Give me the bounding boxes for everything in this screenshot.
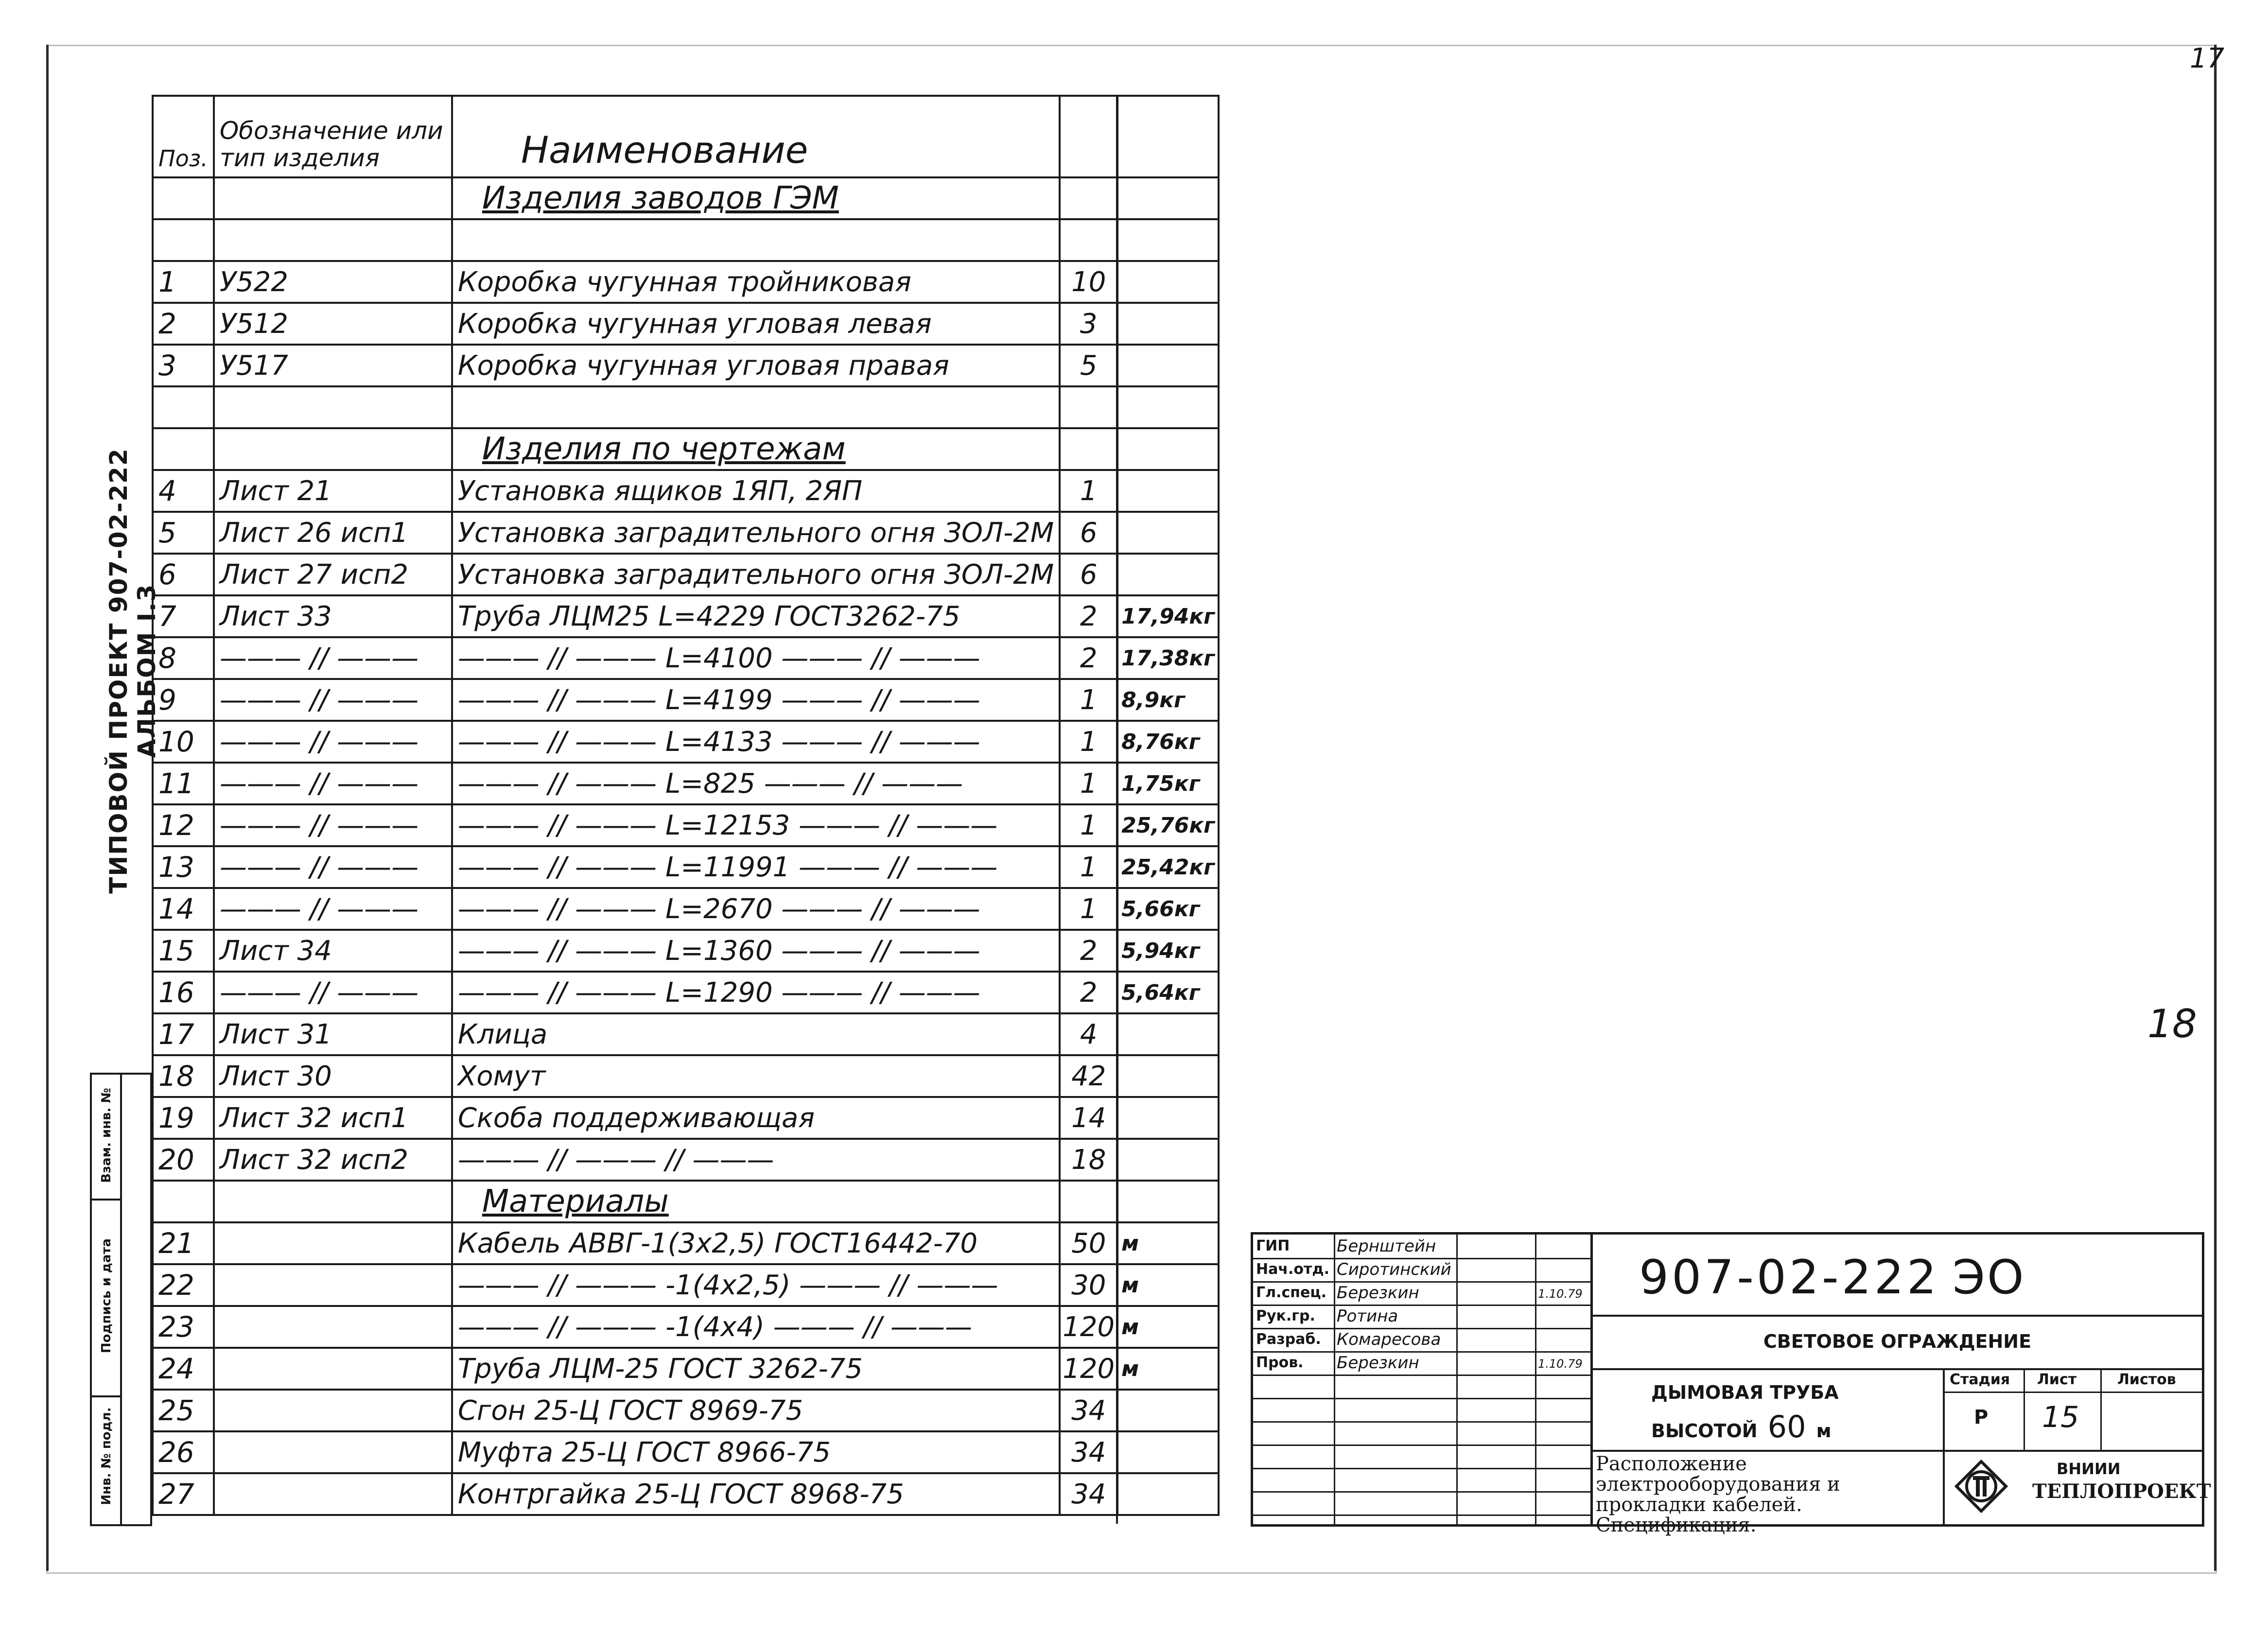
spec-pos-cell: 20 — [153, 1139, 214, 1181]
spec-qty-cell: 2 — [1060, 637, 1117, 679]
spec-qty-cell: 2 — [1060, 595, 1117, 637]
side-stamp-replace: Взам. инв. № — [99, 1088, 114, 1183]
spec-note-cell: 25,76кг — [1117, 804, 1219, 846]
spec-qty-cell: 4 — [1060, 1013, 1117, 1055]
spec-item-row — [153, 303, 1219, 345]
spec-note-cell — [1117, 1139, 1219, 1181]
spec-pos-cell: 25 — [153, 1390, 214, 1431]
header-note — [1117, 96, 1219, 177]
corner-page-number: 17 — [2190, 43, 2225, 74]
spec-mark-cell: Лист 33 — [214, 595, 452, 637]
spec-qty-cell: 30 — [1060, 1264, 1117, 1306]
spec-empty-cell — [1060, 386, 1117, 428]
spec-pos-cell: 8 — [153, 637, 214, 679]
object-line1: ДЫМОВАЯ ТРУБА — [1651, 1382, 1839, 1403]
spec-mark-cell — [214, 1473, 452, 1515]
spec-mark-cell: Лист 21 — [214, 470, 452, 512]
spec-note-cell — [1117, 177, 1219, 219]
side-stamp-signature: Подпись и дата — [99, 1238, 114, 1354]
spec-pos-cell: 9 — [153, 679, 214, 721]
stamp-signature-row — [1253, 1351, 1590, 1376]
sheet-divider — [1116, 95, 1118, 1524]
spec-qty-cell — [1060, 1181, 1117, 1222]
spec-name-cell: Муфта 25-Ц ГОСТ 8966-75 — [452, 1431, 1060, 1473]
spec-body — [153, 177, 1219, 1515]
spec-item-row — [153, 930, 1219, 972]
org-line1: ВНИИИ — [2057, 1460, 2121, 1478]
spec-note-cell — [1117, 303, 1219, 345]
spec-pos-cell: 24 — [153, 1348, 214, 1390]
spec-qty-cell: 1 — [1060, 721, 1117, 763]
spec-qty-cell: 1 — [1060, 679, 1117, 721]
spec-pos-cell: 18 — [153, 1055, 214, 1097]
spec-mark-cell: Лист 32 исп1 — [214, 1097, 452, 1139]
title-block — [1251, 1232, 2211, 1536]
spec-empty-cell — [214, 219, 452, 261]
spec-note-cell: 5,94кг — [1117, 930, 1219, 972]
spec-name-cell: Контргайка 25-Ц ГОСТ 8968-75 — [452, 1473, 1060, 1515]
spec-name-cell: ——— // ——— // ——— — [452, 1139, 1060, 1181]
spec-qty-cell: 18 — [1060, 1139, 1117, 1181]
spec-item-row — [153, 721, 1219, 763]
spec-name-cell: ——— // ——— -1(4x2,5) ——— // ——— — [452, 1264, 1060, 1306]
organization-logo-icon — [1954, 1460, 2008, 1513]
spec-pos-cell: 14 — [153, 888, 214, 930]
spec-header-row — [153, 96, 1219, 177]
spec-pos-cell: 3 — [153, 345, 214, 386]
spec-item-row — [153, 595, 1219, 637]
stamp-role: Гл.спец. — [1256, 1284, 1326, 1301]
spec-item-row — [153, 1431, 1219, 1473]
stamp-section-cell — [1593, 1315, 2202, 1370]
spec-qty-cell: 2 — [1060, 972, 1117, 1013]
spec-name-cell: Коробка чугунная угловая левая — [452, 303, 1060, 345]
stamp-role: Рук.гр. — [1256, 1307, 1315, 1324]
side-stamp — [90, 1073, 152, 1526]
stamp-date: 1.10.79 — [1538, 1287, 1583, 1301]
spec-note-cell — [1117, 1431, 1219, 1473]
stamp-empty-row — [1253, 1445, 1590, 1469]
spec-name-cell: ——— // ——— L=1360 ——— // ——— — [452, 930, 1060, 972]
spec-mark-cell: ——— // ——— — [214, 637, 452, 679]
spec-qty-cell: 42 — [1060, 1055, 1117, 1097]
spec-qty-cell: 34 — [1060, 1390, 1117, 1431]
spec-mark-cell — [214, 1390, 452, 1431]
spec-item-row — [153, 763, 1219, 804]
spec-pos-cell — [153, 177, 214, 219]
spec-mark-cell: ——— // ——— — [214, 804, 452, 846]
spec-mark-cell — [214, 1222, 452, 1264]
spec-section-title: Изделия по чертежам — [452, 428, 1060, 470]
stamp-empty-row — [1253, 1468, 1590, 1493]
side-stamp-inv: Инв. № подл. — [99, 1407, 114, 1505]
spec-name-cell: Клица — [452, 1013, 1060, 1055]
col-sheets-label: Листов — [2117, 1371, 2176, 1388]
spec-item-row — [153, 512, 1219, 554]
spec-name-cell: ——— // ——— L=4199 ——— // ——— — [452, 679, 1060, 721]
spec-blank-row — [153, 219, 1219, 261]
stamp-stage-cells — [1945, 1368, 2202, 1452]
stamp-person-name: Комаресова — [1337, 1330, 1441, 1349]
spec-name-cell: Установка заградительного огня ЗОЛ-2М — [452, 554, 1060, 595]
spec-item-row — [153, 1055, 1219, 1097]
spec-qty-cell — [1060, 177, 1117, 219]
spec-mark-cell: Лист 30 — [214, 1055, 452, 1097]
spec-section-row — [153, 428, 1219, 470]
spec-pos-cell: 5 — [153, 512, 214, 554]
spec-empty-cell — [153, 219, 214, 261]
spec-qty-cell: 1 — [1060, 846, 1117, 888]
spec-item-row — [153, 1264, 1219, 1306]
spec-item-row — [153, 888, 1219, 930]
spec-note-cell — [1117, 554, 1219, 595]
spec-pos-cell — [153, 1181, 214, 1222]
spec-mark-cell: ——— // ——— — [214, 763, 452, 804]
spec-note-cell: 17,38кг — [1117, 637, 1219, 679]
stamp-empty-row — [1253, 1398, 1590, 1423]
spec-pos-cell: 15 — [153, 930, 214, 972]
spec-mark-cell: У517 — [214, 345, 452, 386]
spec-mark-cell: Лист 26 исп1 — [214, 512, 452, 554]
spec-item-row — [153, 1473, 1219, 1515]
spec-mark-cell — [214, 1264, 452, 1306]
spec-name-cell: ——— // ——— -1(4x4) ——— // ——— — [452, 1306, 1060, 1348]
spec-mark-cell: Лист 31 — [214, 1013, 452, 1055]
spec-mark-cell: ——— // ——— — [214, 888, 452, 930]
spec-qty-cell: 3 — [1060, 303, 1117, 345]
left-frame-line — [46, 45, 49, 1571]
spec-pos-cell: 2 — [153, 303, 214, 345]
spec-pos-cell — [153, 428, 214, 470]
spec-qty-cell: 1 — [1060, 888, 1117, 930]
spec-mark-cell: ——— // ——— — [214, 679, 452, 721]
spec-pos-cell: 16 — [153, 972, 214, 1013]
spec-name-cell: Кабель АВВГ-1(3x2,5) ГОСТ16442-70 — [452, 1222, 1060, 1264]
section-title: СВЕТОВОЕ ОГРАЖДЕНИЕ — [1763, 1331, 2032, 1352]
spec-note-cell: м — [1117, 1222, 1219, 1264]
stamp-signature-row — [1253, 1235, 1590, 1259]
spec-item-row — [153, 345, 1219, 386]
spec-name-cell: ——— // ——— L=4133 ——— // ——— — [452, 721, 1060, 763]
spec-mark-cell: Лист 27 исп2 — [214, 554, 452, 595]
stamp-drawing-title-cell — [1593, 1450, 1945, 1536]
spec-mark-cell: ——— // ——— — [214, 721, 452, 763]
spec-item-row — [153, 1222, 1219, 1264]
spec-pos-cell: 6 — [153, 554, 214, 595]
spec-pos-cell: 13 — [153, 846, 214, 888]
stamp-person-name: Ротина — [1337, 1306, 1398, 1326]
stamp-org-cell — [1945, 1450, 2211, 1524]
stamp-role: Нач.отд. — [1256, 1261, 1329, 1278]
spec-pos-cell: 21 — [153, 1222, 214, 1264]
spec-mark-cell — [214, 177, 452, 219]
spec-qty-cell: 34 — [1060, 1473, 1117, 1515]
spec-item-row — [153, 637, 1219, 679]
specification-table — [152, 95, 1220, 1516]
spec-name-cell: Установка заградительного огня ЗОЛ-2М — [452, 512, 1060, 554]
spec-note-cell: 8,9кг — [1117, 679, 1219, 721]
spec-pos-cell: 10 — [153, 721, 214, 763]
col-sheet-label: Лист — [2037, 1371, 2077, 1388]
stamp-person-name: Бернштейн — [1337, 1236, 1436, 1256]
spec-mark-cell: ——— // ——— — [214, 846, 452, 888]
spec-item-row — [153, 1139, 1219, 1181]
spec-note-cell: 5,64кг — [1117, 972, 1219, 1013]
spec-qty-cell: 6 — [1060, 554, 1117, 595]
spec-name-cell: Труба ЛЦМ25 L=4229 ГОСТ3262-75 — [452, 595, 1060, 637]
stage-value: Р — [1974, 1406, 1989, 1428]
spec-mark-cell — [214, 1181, 452, 1222]
spec-note-cell: 17,94кг — [1117, 595, 1219, 637]
spec-qty-cell: 120 — [1060, 1348, 1117, 1390]
spec-item-row — [153, 1390, 1219, 1431]
spec-pos-cell: 23 — [153, 1306, 214, 1348]
spec-pos-cell: 27 — [153, 1473, 214, 1515]
spec-item-row — [153, 1013, 1219, 1055]
spec-qty-cell — [1060, 428, 1117, 470]
spec-name-cell: Труба ЛЦМ-25 ГОСТ 3262-75 — [452, 1348, 1060, 1390]
stamp-person-name: Сиротинский — [1337, 1260, 1451, 1279]
spec-qty-cell: 1 — [1060, 763, 1117, 804]
spec-name-cell: ——— // ——— L=12153 ——— // ——— — [452, 804, 1060, 846]
spec-qty-cell: 50 — [1060, 1222, 1117, 1264]
spec-name-cell: ——— // ——— L=825 ——— // ——— — [452, 763, 1060, 804]
object-line2: ВЫСОТОЙ 60 м — [1651, 1409, 1832, 1445]
spec-section-row — [153, 1181, 1219, 1222]
spec-mark-cell: У522 — [214, 261, 452, 303]
spec-note-cell: м — [1117, 1264, 1219, 1306]
spec-item-row — [153, 470, 1219, 512]
stamp-person-name: Березкин — [1337, 1283, 1419, 1303]
spec-empty-cell — [1117, 219, 1219, 261]
right-frame-line — [2214, 45, 2216, 1571]
spec-note-cell — [1117, 1390, 1219, 1431]
spec-mark-cell — [214, 1431, 452, 1473]
spec-note-cell — [1117, 261, 1219, 303]
stamp-signature-row — [1253, 1281, 1590, 1306]
spec-item-row — [153, 261, 1219, 303]
org-line2: ТЕПЛОПРОЕКТ — [2032, 1480, 2211, 1503]
spec-qty-cell: 5 — [1060, 345, 1117, 386]
spec-pos-cell: 12 — [153, 804, 214, 846]
stamp-signature-row — [1253, 1258, 1590, 1283]
spec-empty-cell — [452, 219, 1060, 261]
stamp-role: ГИП — [1256, 1237, 1290, 1254]
spec-note-cell — [1117, 1055, 1219, 1097]
spec-empty-cell — [452, 386, 1060, 428]
spec-qty-cell: 1 — [1060, 470, 1117, 512]
spec-item-row — [153, 679, 1219, 721]
spec-pos-cell: 1 — [153, 261, 214, 303]
spec-item-row — [153, 804, 1219, 846]
spec-section-row — [153, 177, 1219, 219]
spec-note-cell: 5,66кг — [1117, 888, 1219, 930]
spec-empty-cell — [153, 386, 214, 428]
spec-mark-cell — [214, 1348, 452, 1390]
spec-name-cell: Установка ящиков 1ЯП, 2ЯП — [452, 470, 1060, 512]
header-qty — [1060, 96, 1117, 177]
spec-name-cell: Коробка чугунная тройниковая — [452, 261, 1060, 303]
spec-pos-cell: 22 — [153, 1264, 214, 1306]
stamp-signature-row — [1253, 1305, 1590, 1329]
spec-qty-cell: 14 — [1060, 1097, 1117, 1139]
spec-note-cell: 1,75кг — [1117, 763, 1219, 804]
spec-mark-cell: Лист 32 исп2 — [214, 1139, 452, 1181]
spec-note-cell — [1117, 1181, 1219, 1222]
spec-note-cell — [1117, 512, 1219, 554]
spec-name-cell: Коробка чугунная угловая правая — [452, 345, 1060, 386]
spec-note-cell: м — [1117, 1306, 1219, 1348]
stamp-empty-row — [1253, 1421, 1590, 1446]
spec-name-cell: ——— // ——— L=2670 ——— // ——— — [452, 888, 1060, 930]
spec-qty-cell: 6 — [1060, 512, 1117, 554]
spec-empty-cell — [1060, 219, 1117, 261]
spec-name-cell: ——— // ——— L=4100 ——— // ——— — [452, 637, 1060, 679]
spec-note-cell — [1117, 345, 1219, 386]
stamp-role: Пров. — [1256, 1354, 1304, 1371]
spec-qty-cell: 10 — [1060, 261, 1117, 303]
spec-item-row — [153, 554, 1219, 595]
spec-note-cell: 8,76кг — [1117, 721, 1219, 763]
spec-note-cell — [1117, 470, 1219, 512]
spec-name-cell: Сгон 25-Ц ГОСТ 8969-75 — [452, 1390, 1060, 1431]
spec-name-cell: Скоба поддерживающая — [452, 1097, 1060, 1139]
spec-mark-cell: ——— // ——— — [214, 972, 452, 1013]
header-name: Наименование — [452, 96, 1060, 177]
stamp-code-cell — [1593, 1235, 2202, 1317]
spec-pos-cell: 7 — [153, 595, 214, 637]
stamp-person-name: Березкин — [1337, 1353, 1419, 1373]
spec-qty-cell: 2 — [1060, 930, 1117, 972]
sheet-value: 15 — [2042, 1400, 2079, 1434]
side-page-number: 18 — [2147, 1001, 2197, 1046]
spec-pos-cell: 11 — [153, 763, 214, 804]
spec-name-cell: ——— // ——— L=1290 ——— // ——— — [452, 972, 1060, 1013]
spec-note-cell — [1117, 1473, 1219, 1515]
spec-qty-cell: 120 — [1060, 1306, 1117, 1348]
col-stage-label: Стадия — [1950, 1371, 2010, 1388]
spec-pos-cell: 19 — [153, 1097, 214, 1139]
spec-pos-cell: 4 — [153, 470, 214, 512]
spec-mark-cell: У512 — [214, 303, 452, 345]
spec-item-row — [153, 846, 1219, 888]
doc-suffix: ЭО — [1953, 1250, 2026, 1305]
spec-item-row — [153, 1097, 1219, 1139]
spec-blank-row — [153, 386, 1219, 428]
stamp-object-cell — [1593, 1368, 1945, 1452]
spec-section-title: Материалы — [452, 1181, 1060, 1222]
spec-qty-cell: 34 — [1060, 1431, 1117, 1473]
header-pos: Поз. — [153, 96, 214, 177]
stamp-empty-row — [1253, 1491, 1590, 1516]
spec-note-cell — [1117, 428, 1219, 470]
header-mark: Обозначение или тип изделия — [214, 96, 452, 177]
spec-name-cell: Хомут — [452, 1055, 1060, 1097]
spec-mark-cell — [214, 1306, 452, 1348]
spec-item-row — [153, 972, 1219, 1013]
spec-note-cell — [1117, 1097, 1219, 1139]
spec-item-row — [153, 1348, 1219, 1390]
stamp-empty-row — [1253, 1375, 1590, 1399]
drawing-title: Расположение электрооборудования и прокладки кабелей. Спецификация. — [1596, 1453, 1840, 1536]
spec-mark-cell: Лист 34 — [214, 930, 452, 972]
vertical-album-title: ТИПОВОЙ ПРОЕКТ 907-02-222 АЛЬБОМ I.3 — [105, 448, 161, 894]
spec-qty-cell: 1 — [1060, 804, 1117, 846]
spec-note-cell: м — [1117, 1348, 1219, 1390]
stamp-date: 1.10.79 — [1538, 1357, 1583, 1371]
spec-mark-cell — [214, 428, 452, 470]
doc-code: 907-02-222 — [1639, 1250, 1939, 1305]
spec-empty-cell — [1117, 386, 1219, 428]
stamp-signature-row — [1253, 1328, 1590, 1353]
spec-pos-cell: 17 — [153, 1013, 214, 1055]
spec-empty-cell — [214, 386, 452, 428]
spec-item-row — [153, 1306, 1219, 1348]
spec-pos-cell: 26 — [153, 1431, 214, 1473]
spec-section-title: Изделия заводов ГЭМ — [452, 177, 1060, 219]
object-height: 60 — [1767, 1409, 1806, 1445]
stamp-role: Разраб. — [1256, 1331, 1321, 1348]
spec-note-cell: 25,42кг — [1117, 846, 1219, 888]
spec-name-cell: ——— // ——— L=11991 ——— // ——— — [452, 846, 1060, 888]
spec-note-cell — [1117, 1013, 1219, 1055]
